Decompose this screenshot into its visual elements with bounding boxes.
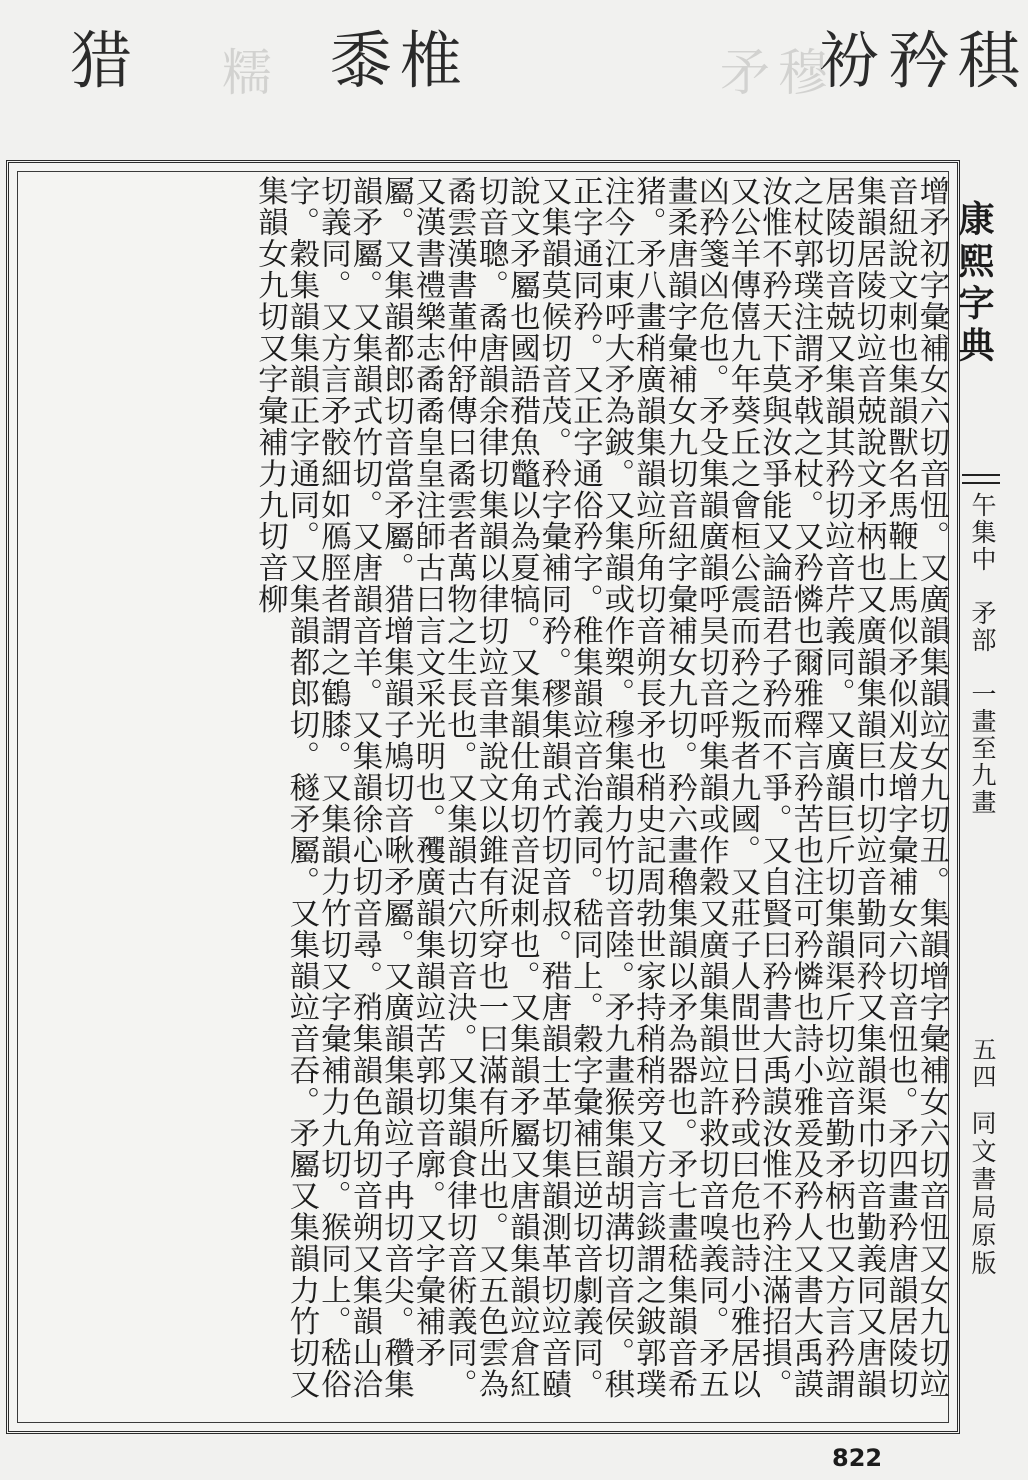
dictionary-text: 增矛初字彙補女六切音忸。又廣韻集韻竝女九切丑。集韻增字彙補女六切音忸又女九切竝音紐說文刺也集韻獸名馬鞭上馬似矛似刈犮增字彙補女六切音忸也。矛四畫矜唐韻居陵切集韻居陵切竝音兢說文矛柄也又廣韻集韻巨巾切竝音勤同矝又集韻渠巾切音勤義同又唐韻居陵切音兢又集韻其矜切竝音芹義同。又廣韻巨斤切集韻渠斤切竝音勤矛柄也又方言矜謂之杖郭璞注謂矛戟之杖。又矜憐也爾雅釋言矜苦也注可矜憐也詩小雅爰及矜人又書大禹謨汝惟不矜天下莫與汝爭能又論語君子矜而不爭。又自賢曰矜書大禹謨汝惟不矜注滿招損。又公羊傳僖九年葵丘之會桓公震而矜之叛者九國。又莊子人間世日矜或曰危也詩小雅居以凶矜箋凶危也。矛殳集韻廣韻呼昊切音呼集韻或作穀又廣韻集韻竝許救切音嗅義同。矛五畫柔唐韻字彙補女九切音紐字彙補女九切。矜六畫穭集韻以矛為器也。矛七畫嵇集韻音希猪。矛八畫稍廣韻集韻竝所角切音朔長矛也稍史記周勃世家持稍稍旁又方言錟謂之鈹郭璞注今江東呼大矛為鈹。又集韻或作槊。穆集韻力竹切音陸。矛九畫猴集韻胡溝切音侯。稘正字通同矜。又正字通俗矜字。稚集韻竝音治義同。嵇同上。穀字彙補巨逆切音劇義同。又集韻莫候切音茂。矝字彙補同矜。穋集韻式竹切音叔。矠唐韻士革切集韻測革切竝音賾說文矛屬也國語矠魚鼈以為夏犒。又集韻仕角切音浞刺也。又集韻矛屬又唐韻集韻竝倉紅切音聰。矞唐韻余律切集韻以律切竝音聿說文以錐有所穿也一曰滿有所出也。又五色雲為矞雲漢書董仲舒傳曰矞雲者萬物之生長也。又集韻古穴切音決。又集韻食律切音術義同。又漢書禮樂志矞矞皇皇注師古曰言文采光明也。矡廣韻集韻竝苦郭切音廓。又字彙補矛屬。又集韻都郎切音當矛屬。猎增集韻子鳩切音啾矛屬。又廣韻集韻竝子冉切音尖。穳集韻矛屬。又集韻式竹切。又唐韻音羊。又集韻徐心切音尋。矟集韻色角切音朔又集韻山洽切義同。又方言矛骹細如鴈脛者謂之鶴膝。又集韻力竹切又字彙補力九切。猴同上。嵇俗字。穀集韻集韻正字通同。又集韻都郎切。穟矛屬。又集韻竝音吞。矛屬又集韻力竹切又集韻女九切又字彙補力九切音柳 — [252, 175, 949, 1400]
top-seal-faint-center: 糯 — [222, 44, 280, 102]
section-label: 午集中 矛部 一畫至九畫 — [968, 492, 997, 816]
publisher-label: 同文書局原版 — [968, 1110, 997, 1278]
side-panel — [953, 192, 1000, 1432]
dictionary-frame — [6, 160, 960, 1434]
page-number: 822 — [832, 1444, 883, 1472]
top-seal-right: 衯矜稘 — [818, 24, 1028, 97]
side-rule-second — [962, 482, 1000, 484]
side-rule-top — [962, 474, 1000, 476]
page-folio: 五四 — [968, 1037, 996, 1091]
top-seal-left: 猎 — [70, 24, 141, 97]
top-seal-faint-right: 矛穆 — [720, 44, 836, 102]
top-seal-center: 黍椎 — [330, 24, 471, 97]
book-title: 康熙字典 — [953, 200, 995, 368]
